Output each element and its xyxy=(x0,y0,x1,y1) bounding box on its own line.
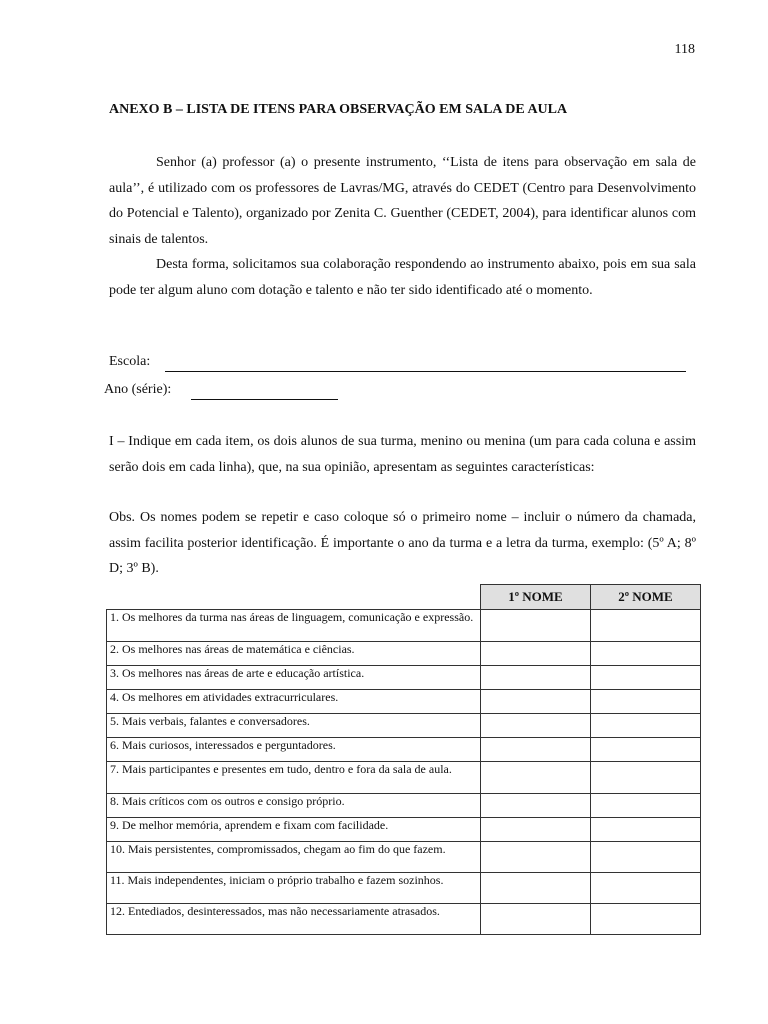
table-cell-first-name[interactable] xyxy=(481,818,591,842)
table-row xyxy=(107,842,701,873)
table-cell-second-name[interactable] xyxy=(591,842,701,873)
table-header-second-name: 2º NOME xyxy=(591,585,701,610)
table-cell-item: 3. Os melhores nas áreas de arte e educação artística. xyxy=(107,666,481,690)
page-number: 118 xyxy=(674,42,695,57)
table-cell-item: 11. Mais independentes, iniciam o próprio trabalho e fazem sozinhos. xyxy=(107,873,481,904)
table-header-row xyxy=(107,585,701,610)
table-cell-second-name[interactable] xyxy=(591,738,701,762)
year-input-line[interactable] xyxy=(191,399,338,400)
table-cell-second-name[interactable] xyxy=(591,642,701,666)
table-cell-first-name[interactable] xyxy=(481,666,591,690)
table-cell-item: 5. Mais verbais, falantes e conversadores. xyxy=(107,714,481,738)
table-cell-item: 8. Mais críticos com os outros e consigo próprio. xyxy=(107,794,481,818)
table-row xyxy=(107,690,701,714)
table-row xyxy=(107,610,701,642)
table-cell-second-name[interactable] xyxy=(591,762,701,794)
intro-paragraph-1: Senhor (a) professor (a) o presente instrumento, ‘‘Lista de itens para observação em sala de aula’’, é utilizado com os professores de Lavras/MG, através do CEDET (Centro para Desenvolvimento do Potencial e Talento), organizado por Zenita C. Guenther (CEDET, 2004), para identificar alunos com sinais de talentos. xyxy=(109,155,696,247)
instructions-paragraph: I – Indique em cada item, os dois alunos de sua turma, menino ou menina (um para cada coluna e assim serão dois em cada linha), que, na sua opinião, apresentam as seguintes características: xyxy=(109,434,696,475)
table-cell-first-name[interactable] xyxy=(481,738,591,762)
table-row xyxy=(107,666,701,690)
year-label: Ano (série): xyxy=(104,382,172,397)
school-input-line[interactable] xyxy=(165,371,686,372)
table-cell-item: 9. De melhor memória, aprendem e fixam com facilidade. xyxy=(107,818,481,842)
table-cell-item: 1. Os melhores da turma nas áreas de linguagem, comunicação e expressão. xyxy=(107,610,481,642)
table-cell-first-name[interactable] xyxy=(481,642,591,666)
table-row xyxy=(107,873,701,904)
table-cell-item: 6. Mais curiosos, interessados e perguntadores. xyxy=(107,738,481,762)
table-row xyxy=(107,738,701,762)
table-cell-second-name[interactable] xyxy=(591,666,701,690)
table-cell-first-name[interactable] xyxy=(481,690,591,714)
table-cell-item: 12. Entediados, desinteressados, mas não necessariamente atrasados. xyxy=(107,904,481,935)
table-cell-first-name[interactable] xyxy=(481,794,591,818)
table-header-first-name: 1º NOME xyxy=(481,585,591,610)
table-cell-second-name[interactable] xyxy=(591,818,701,842)
school-label: Escola: xyxy=(109,354,151,369)
table-cell-second-name[interactable] xyxy=(591,873,701,904)
table-cell-second-name[interactable] xyxy=(591,690,701,714)
table-cell-item: 10. Mais persistentes, compromissados, chegam ao fim do que fazem. xyxy=(107,842,481,873)
table-cell-item: 4. Os melhores em atividades extracurriculares. xyxy=(107,690,481,714)
table-cell-second-name[interactable] xyxy=(591,904,701,935)
table-row xyxy=(107,904,701,935)
table-cell-item: 2. Os melhores nas áreas de matemática e ciências. xyxy=(107,642,481,666)
table-cell-first-name[interactable] xyxy=(481,873,591,904)
table-cell-item: 7. Mais participantes e presentes em tudo, dentro e fora da sala de aula. xyxy=(107,762,481,794)
table-cell-first-name[interactable] xyxy=(481,610,591,642)
observation-table xyxy=(106,584,701,935)
table-row xyxy=(107,762,701,794)
table-cell-first-name[interactable] xyxy=(481,714,591,738)
table-row xyxy=(107,818,701,842)
table-row xyxy=(107,642,701,666)
table-header-blank xyxy=(107,585,481,610)
table-cell-second-name[interactable] xyxy=(591,714,701,738)
table-row xyxy=(107,794,701,818)
table-row xyxy=(107,714,701,738)
table-cell-first-name[interactable] xyxy=(481,842,591,873)
table-cell-second-name[interactable] xyxy=(591,794,701,818)
table-cell-second-name[interactable] xyxy=(591,610,701,642)
table-cell-first-name[interactable] xyxy=(481,762,591,794)
page-title: ANEXO B – LISTA DE ITENS PARA OBSERVAÇÃO EM SALA DE AULA xyxy=(109,102,568,117)
intro-paragraph-2: Desta forma, solicitamos sua colaboração respondendo ao instrumento abaixo, pois em sua sala pode ter algum aluno com dotação e talento e não ter sido identificado até o momento. xyxy=(109,257,696,298)
table-cell-first-name[interactable] xyxy=(481,904,591,935)
note-paragraph: Obs. Os nomes podem se repetir e caso coloque só o primeiro nome – incluir o número da chamada, assim facilita posterior identificação. É importante o ano da turma e a letra da turma, exemplo: (5º A; 8º D; 3º B). xyxy=(109,510,696,576)
